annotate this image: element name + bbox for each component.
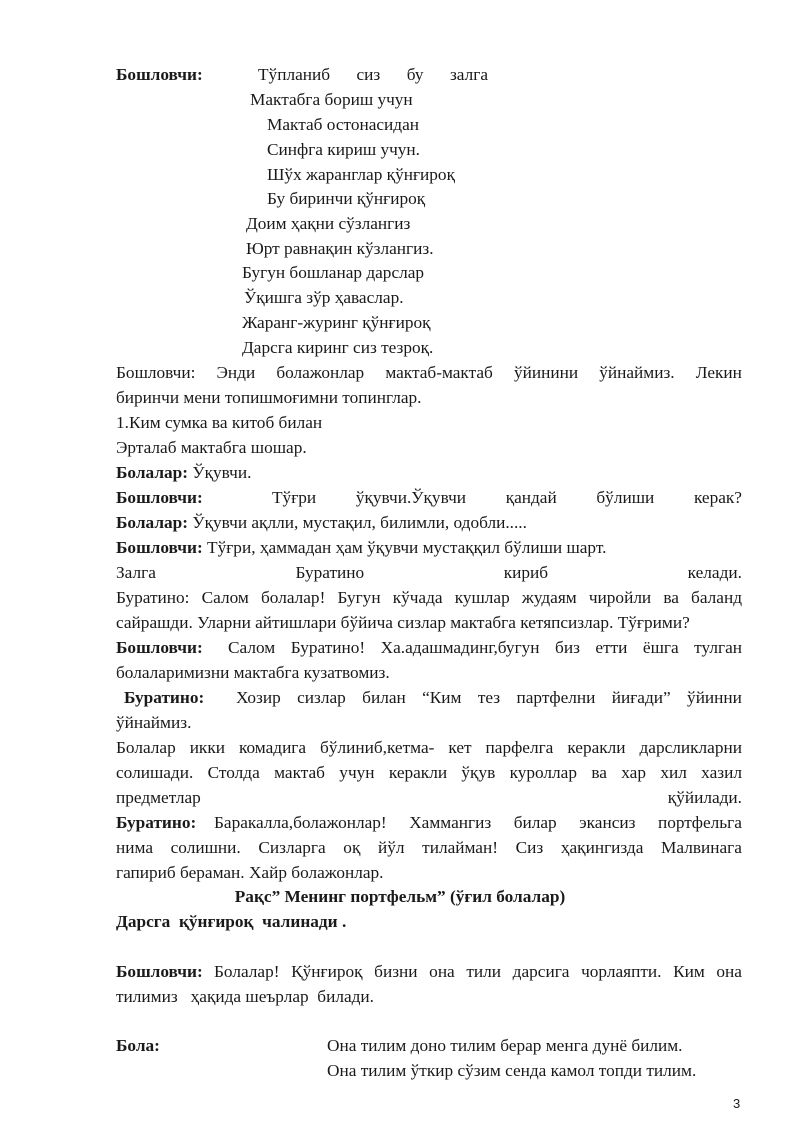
word: дарсига bbox=[512, 962, 570, 981]
word: Буратино! bbox=[290, 638, 366, 657]
word: залга bbox=[449, 65, 488, 84]
word: Залга bbox=[116, 563, 156, 582]
host-words bbox=[228, 636, 742, 660]
word: она bbox=[429, 962, 455, 981]
word: мактаб bbox=[274, 763, 325, 782]
word: партфелни bbox=[516, 688, 596, 707]
word: кўчада bbox=[392, 588, 443, 607]
word: баланд bbox=[691, 588, 742, 607]
word: Бошловчи: bbox=[116, 363, 196, 382]
word: Қўнғироқ bbox=[291, 962, 363, 981]
host-line-3a bbox=[116, 636, 742, 660]
word: Сизларга bbox=[258, 838, 326, 857]
riddle-line: Эрталаб мактабга шошар. bbox=[116, 438, 307, 457]
word: Малвинага bbox=[661, 838, 742, 857]
word: кушлар bbox=[454, 588, 510, 607]
word: бўлиниб,кетма- bbox=[320, 738, 435, 757]
word: келади. bbox=[687, 563, 742, 582]
word: солишади. bbox=[116, 763, 194, 782]
buratino-line-3a bbox=[116, 811, 742, 835]
children-answer-1 bbox=[116, 461, 251, 485]
word: болажонлар bbox=[276, 363, 365, 382]
word: чорлаяпти. bbox=[581, 962, 662, 981]
statement-text: Тўғри, ҳаммадан ҳам ўқувчи мустаққил бўлиши шарт. bbox=[202, 538, 607, 557]
dance-title: Рақс” Менинг портфельм” (ўғил болалар) bbox=[234, 887, 566, 906]
poem-line: Доим ҳақни сўзлангиз bbox=[246, 214, 411, 233]
poem-line: Мактаб остонасидан bbox=[267, 115, 420, 134]
speaker: Буратино: bbox=[124, 688, 205, 707]
child-poem-line: Она тилим доно тилим берар менга дунё билим. bbox=[327, 1036, 683, 1055]
buratino-words bbox=[214, 811, 742, 835]
word: Тўғри bbox=[272, 488, 317, 507]
word: ўқув bbox=[461, 763, 496, 782]
host-question-1 bbox=[116, 486, 742, 510]
word: бўлиши bbox=[596, 488, 655, 507]
speaker: Бошловчи: bbox=[116, 962, 203, 981]
word: билар bbox=[513, 813, 557, 832]
word: Болалар! bbox=[214, 962, 280, 981]
word: қўйилади. bbox=[667, 788, 742, 807]
word: хил bbox=[660, 763, 687, 782]
word: нима bbox=[116, 838, 153, 857]
word: кириб bbox=[503, 563, 549, 582]
speaker: Бошловчи: bbox=[116, 638, 203, 657]
word: Болалар bbox=[116, 738, 176, 757]
poem-line: Синфга кириш учун. bbox=[267, 140, 420, 159]
riddle-line: 1.Ким сумка ва китоб билан bbox=[116, 413, 323, 432]
word: солишни. bbox=[170, 838, 241, 857]
poem-line: Жаранг-журинг қўнғироқ bbox=[242, 313, 431, 332]
word: Баракалла,болажонлар! bbox=[214, 813, 387, 832]
poem-speaker: Бошловчи: bbox=[116, 65, 203, 84]
word: ўйинни bbox=[687, 688, 742, 707]
host-line-3b: болаларимизни мактабга кузатвомиз. bbox=[116, 663, 390, 682]
word: ва bbox=[663, 588, 679, 607]
speaker: Болалар: bbox=[116, 463, 189, 482]
word: мактаб-мактаб bbox=[385, 363, 493, 382]
word: керак? bbox=[693, 488, 742, 507]
buratino-line-1 bbox=[116, 586, 742, 610]
poem-line: Ўқишга зўр ҳаваслар. bbox=[244, 288, 404, 307]
word: Ха.адашмадинг,бугун bbox=[380, 638, 540, 657]
buratino-line-3c: гапириб бераман. Хайр болажонлар. bbox=[116, 863, 384, 882]
stage-direction-enter bbox=[116, 561, 742, 585]
host-paragraph-line-1 bbox=[116, 361, 742, 385]
word: Бугун bbox=[337, 588, 381, 607]
host-statement-2 bbox=[116, 536, 606, 560]
word: ҳақингизда bbox=[560, 838, 644, 857]
word: болалар! bbox=[260, 588, 326, 607]
host-paragraph-line-2: биринчи мени топишмоғимни топинглар. bbox=[116, 388, 422, 407]
word: кет bbox=[448, 738, 472, 757]
word: ва bbox=[591, 763, 607, 782]
game-line-3 bbox=[116, 786, 742, 810]
word: бизни bbox=[374, 962, 418, 981]
word: сиз bbox=[356, 65, 381, 84]
word: ўйнаймиз. bbox=[599, 363, 675, 382]
word: сизлар bbox=[297, 688, 346, 707]
answer-text: Ўқувчи. bbox=[188, 463, 252, 482]
word: керакли bbox=[567, 738, 626, 757]
word: Энди bbox=[216, 363, 256, 382]
word: ўқувчи.Ўқувчи bbox=[355, 488, 467, 507]
word: жудаям bbox=[521, 588, 577, 607]
word: тилайман! bbox=[422, 838, 498, 857]
poem-line: Мактабга бориш учун bbox=[250, 90, 413, 109]
word: қандай bbox=[505, 488, 557, 507]
speaker: Болалар: bbox=[116, 513, 189, 532]
bell-direction: Дарсга қўнғироқ чалинади . bbox=[116, 912, 347, 931]
poem-line-1 bbox=[258, 63, 488, 87]
word: куроллар bbox=[509, 763, 577, 782]
word: комадига bbox=[238, 738, 307, 757]
word: билан bbox=[362, 688, 406, 707]
word: хазил bbox=[701, 763, 742, 782]
buratino-words bbox=[236, 686, 742, 710]
word: парфелга bbox=[485, 738, 554, 757]
word: тили bbox=[466, 962, 502, 981]
game-line-1 bbox=[116, 736, 742, 760]
host-line-4a bbox=[116, 960, 742, 984]
speaker: Буратино: bbox=[116, 813, 197, 832]
host-words bbox=[214, 960, 742, 984]
word: чиройли bbox=[588, 588, 652, 607]
word: йиғади” bbox=[611, 688, 671, 707]
buratino-line-2b: ўйнаймиз. bbox=[116, 713, 192, 732]
word: она bbox=[716, 962, 742, 981]
word: керакли bbox=[388, 763, 448, 782]
page-number: 3 bbox=[733, 1096, 741, 1111]
word: учун bbox=[339, 763, 375, 782]
word: хар bbox=[621, 763, 646, 782]
host-line-4b: тилимиз ҳақида шеърлар билади. bbox=[116, 987, 374, 1006]
speaker: Бошловчи: bbox=[116, 538, 203, 557]
word: биз bbox=[555, 638, 580, 657]
buratino-line-3b bbox=[116, 836, 742, 860]
word: етти bbox=[595, 638, 628, 657]
word: дарсликларни bbox=[639, 738, 742, 757]
word: Буратино: bbox=[116, 588, 190, 607]
word: “Ким bbox=[422, 688, 462, 707]
word: ўйинини bbox=[513, 363, 579, 382]
word: экансиз bbox=[579, 813, 636, 832]
children-answer-2 bbox=[116, 511, 527, 535]
poem-line: Шўх жаранглар қўнғироқ bbox=[267, 165, 455, 184]
question-words bbox=[272, 486, 742, 510]
buratino-line-2a bbox=[124, 686, 742, 710]
word: Столда bbox=[207, 763, 260, 782]
child-speaker: Бола: bbox=[116, 1036, 160, 1055]
word: Салом bbox=[228, 638, 276, 657]
speaker: Бошловчи: bbox=[116, 488, 203, 507]
word: йўл bbox=[377, 838, 405, 857]
poem-line: Юрт равнақин кўзлангиз. bbox=[246, 239, 434, 258]
word: Хаммангиз bbox=[409, 813, 492, 832]
word: тез bbox=[477, 688, 501, 707]
buratino-line-2: сайрашди. Уларни айтишлари бўйича сизлар мактабга кетяпсизлар. Тўғрими? bbox=[116, 613, 690, 632]
word: Тўпланиб bbox=[258, 65, 331, 84]
word: икки bbox=[189, 738, 225, 757]
word: Лекин bbox=[695, 363, 742, 382]
word: Сиз bbox=[515, 838, 544, 857]
poem-line: Бугун бошланар дарслар bbox=[242, 263, 425, 282]
poem-line: Бу биринчи қўнғироқ bbox=[267, 189, 426, 208]
word: Салом bbox=[201, 588, 249, 607]
word: Буратино bbox=[295, 563, 365, 582]
word: бу bbox=[406, 65, 424, 84]
poem-line: Дарсга киринг сиз тезроқ. bbox=[242, 338, 434, 357]
word: оқ bbox=[343, 838, 361, 857]
answer-text: Ўқувчи ақлли, мустақил, билимли, одобли..... bbox=[188, 513, 527, 532]
word: ёшга bbox=[642, 638, 679, 657]
word: тулган bbox=[694, 638, 742, 657]
word: предметлар bbox=[116, 788, 201, 807]
word: Ким bbox=[673, 962, 705, 981]
child-poem-line: Она тилим ўткир сўзим сенда камол топди тилим. bbox=[327, 1061, 697, 1080]
word: Хозир bbox=[236, 688, 281, 707]
game-line-2 bbox=[116, 761, 742, 785]
word: портфельга bbox=[657, 813, 742, 832]
